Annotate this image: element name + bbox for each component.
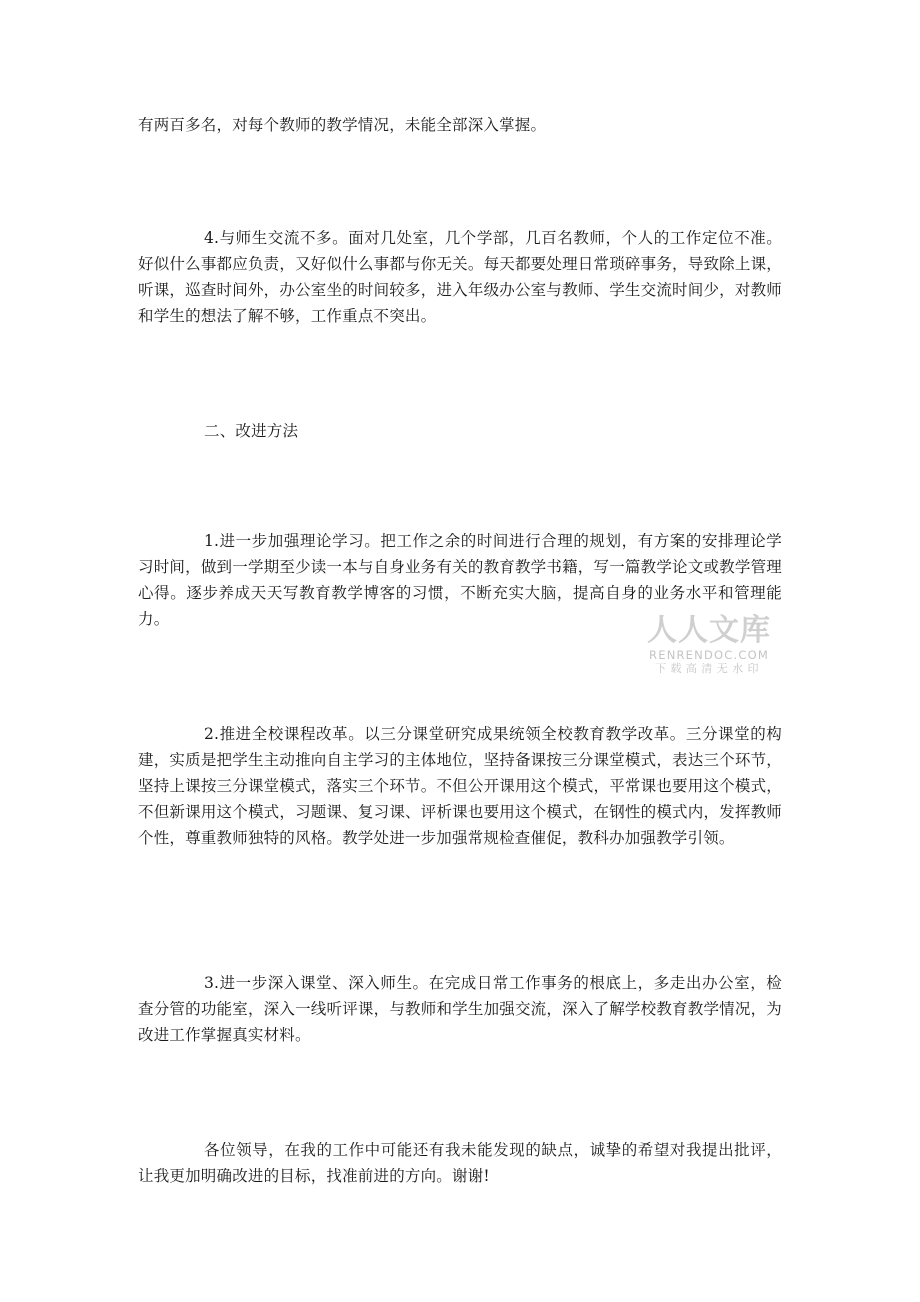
paragraph-closing: 各位领导，在我的工作中可能还有我未能发现的缺点，诚挚的希望对我提出批评，让我更加明确改进的目标，找准前进的方向。谢谢! <box>138 1141 782 1185</box>
watermark-domain: RENRENDOC.COM <box>649 648 769 662</box>
watermark-logo <box>646 614 772 676</box>
paragraph-method-2: 2.推进全校课程改革。以三分课堂研究成果统领全校教育教学改革。三分课堂的构建，实质是把学生主动推向自主学习的主体地位，坚持备课按三分课堂模式，表达三个环节，坚持上课按三分课堂模式，落实三个环节。不但公开课用这个模式，平常课也要用这个模式，不但新课用这个模式，习题课、复习课、评析课也要用这个模式，在钢性的模式内，发挥教师个性，尊重教师独特的风格。教学处进一步加强常规检查催促，教科办加强教学引领。 <box>138 725 782 847</box>
paragraph-method-3: 3.进一步深入课堂、深入师生。在完成日常工作事务的根底上，多走出办公室，检查分管的功能室，深入一线听评课，与教师和学生加强交流，深入了解学校教育教学情况，为改进工作掌握真实材料。 <box>138 974 782 1044</box>
paragraph-continuation: 有两百多名，对每个教师的教学情况，未能全部深入掌握。 <box>138 116 547 134</box>
watermark-tagline: 下载高清无水印 <box>655 662 763 675</box>
paragraph-item-4: 4.与师生交流不多。面对几处室，几个学部，几百名教师，个人的工作定位不准。好似什么事都应负责，又好似什么事都与你无关。每天都要处理日常琐碎事务，导致除上课，听课，巡查时间外，办公室坐的时间较多，进入年级办公室与教师、学生交流时间少，对教师和学生的想法了解不够，工作重点不突出。 <box>138 229 782 325</box>
paragraph-method-1: 1.进一步加强理论学习。把工作之余的时间进行合理的规划，有方案的安排理论学习时间，做到一学期至少读一本与自身业务有关的教育教学书籍，写一篇教学论文或教学管理心得。逐步养成天天写教育教学博客的习惯，不断充实大脑，提高自身的业务水平和管理能力。 <box>138 532 782 628</box>
watermark-name: 人人文库 <box>647 613 771 648</box>
section-heading: 二、改进方法 <box>204 422 299 440</box>
